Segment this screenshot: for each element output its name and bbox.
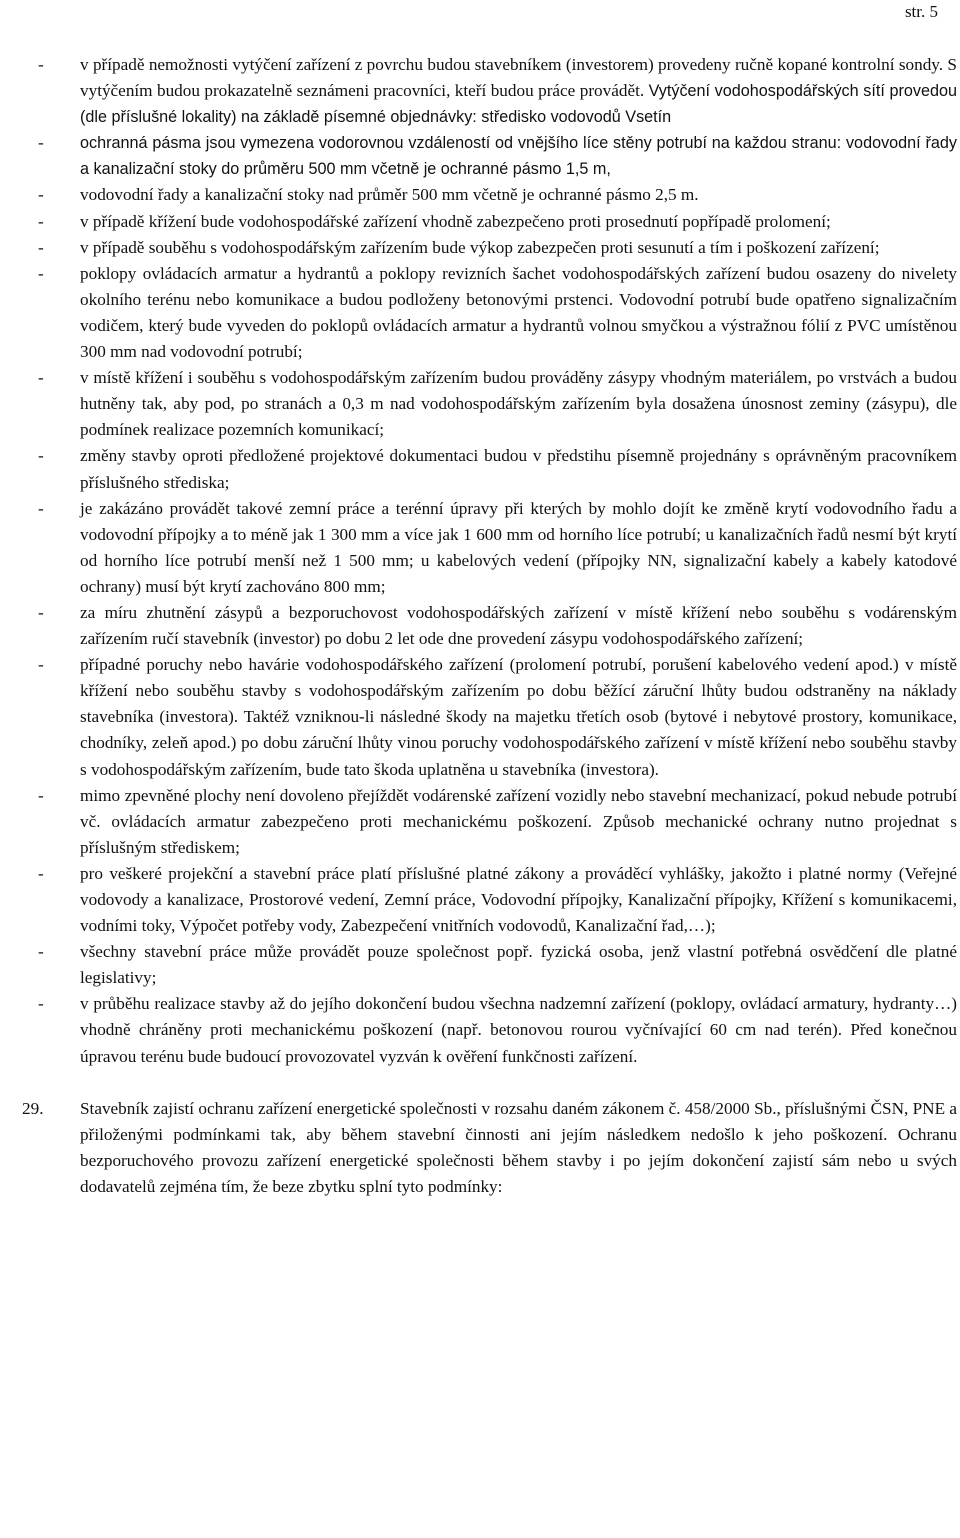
bullet-dash: - (38, 263, 44, 283)
list-item-text: za míru zhutnění zásypů a bezporuchovost vodohospodářských zařízení v místě křížení nebo souběhu s vodárenským zařízením ručí stavebník (investor) po dobu 2 let ode dne provedení zásypu vodohospodářského zařízení; (80, 602, 957, 649)
numbered-clause (22, 1096, 957, 1200)
list-item (37, 783, 957, 861)
list-item (37, 939, 957, 991)
list-item-text: je zakázáno provádět takové zemní práce a terénní úpravy při kterých by mohlo dojít ke změně krytí vodovodního řadu a vodovodní přípojky a to méně jak 1 300 mm a více jak 1 600 mm od horního líce potrubí; u kanalizačních řadů nesmí být krytí od horního líce potrubí menší než 1 500 mm; u kabelových vedení (přípojky NN, signalizační kabely a kabely katodové ochrany) musí být krytí zachováno 800 mm; (80, 498, 957, 596)
bullet-dash: - (38, 942, 44, 962)
bullet-dash: - (38, 237, 44, 257)
bullet-dash: - (38, 785, 44, 805)
list-item-text: pro veškeré projekční a stavební práce platí příslušné platné zákony a prováděcí vyhlášky, jakožto i platné normy (Veřejné vodovody a kanalizace, Prostorové vedení, Zemní práce, Vodovodní přípojky, Kanalizační přípojky, Křížení s komunikacemi, vodními toky, Výpočet potřeby vody, Zabezpečení vnitřních vodovodů, Kanalizační řad,…); (80, 863, 957, 936)
list-item-text: všechny stavební práce může provádět pouze společnost popř. fyzická osoba, jenž vlastní potřebná osvědčení dle platné legislativy; (80, 942, 957, 988)
document-body (22, 52, 957, 1200)
bullet-dash: - (38, 55, 44, 74)
list-item (37, 443, 957, 495)
bullet-dash: - (38, 133, 44, 153)
list-item-text: poklopy ovládacích armatur a hydrantů a poklopy revizních šachet vodohospodářských zařízení budou osazeny do nivelety okolního terénu nebo komunikace a budou podloženy betonovými prstenci. Vodovodní potrubí bude opatřeno signalizačním vodičem, který bude vyveden do poklopů ovládacích armatur a hydrantů volnou smyčkou a výstražnou fólií z PVC umístěnou 300 mm nad vodovodní potrubí; (80, 263, 957, 362)
list-item-text: v místě křížení i souběhu s vodohospodářským zařízením budou prováděny zásypy vhodným materiálem, po vrstvách a budou hutněny tak, aby pod, po stranách a 0,3 m nad vodohospodářským zařízením byla dosažena únosnost zeminy (zásypu), dle podmínek realizace pozemních komunikací; (80, 368, 957, 440)
bullet-dash: - (38, 368, 44, 388)
bullet-dash: - (38, 211, 44, 231)
list-item (37, 600, 957, 652)
list-item (37, 496, 957, 600)
list-item-text: mimo zpevněné plochy není dovoleno přejíždět vodárenské zařízení vozidly nebo stavební mechanizací, pokud nebude potrubí vč. ovládacích armatur zabezpečeno proti mechanickému poškození. Způsob mechanické ochrany nutno projednat s příslušným střediskem; (80, 785, 957, 857)
bullet-dash: - (38, 863, 44, 883)
list-item-text: v případě křížení bude vodohospodářské zařízení vhodně zabezpečeno proti prosednutí popřípadě prolomení; (80, 211, 831, 231)
list-item-text: případné poruchy nebo havárie vodohospodářského zařízení (prolomení potrubí, porušení kabelového vedení apod.) v místě křížení nebo souběhu stavby s vodohospodářským zařízením po dobu běžící záruční lhůty budou odstraněny na náklady stavebníka (investora). Taktéž vzniknou-li následné škody na majetku třetích osob (bytové i nebytové prostory, komunikace, chodníky, zeleň apod.) po dobu záruční lhůty vinou poruchy vodohospodářského zařízení v místě křížení nebo souběhu stavby s vodohospodářským zařízením, bude tato škoda uplatněna u stavebníka (investora). (80, 655, 957, 779)
clause-text: Stavebník zajistí ochranu zařízení energetické společnosti v rozsahu daném zákonem č. 458/2000 Sb., příslušnými ČSN, PNE a přiloženými podmínkami tak, aby během stavební činnosti ani jejím následkem nedošlo k jeho poškození. Ochranu bezporuchového provozu zařízení energetické společnosti během stavby i po jejím dokončení zajistí sám nebo u svých dodavatelů zejména tím, že beze zbytku splní tyto podmínky: (80, 1098, 957, 1196)
bullet-dash: - (38, 602, 44, 622)
list-item (37, 991, 957, 1069)
bullet-dash: - (38, 185, 44, 205)
bullet-dash: - (38, 446, 44, 466)
bullet-dash: - (38, 994, 44, 1014)
list-item (37, 182, 957, 208)
list-item (37, 861, 957, 939)
list-item (37, 209, 957, 235)
list-item (37, 652, 957, 782)
list-item-text: ochranná pásma jsou vymezena vodorovnou vzdáleností od vnějšího líce stěny potrubí na každou stranu: vodovodní řady a kanalizační stoky do průměru 500 mm včetně je ochranné pásmo 1,5 m, (80, 134, 957, 179)
list-item (37, 261, 957, 365)
list-item (37, 365, 957, 443)
list-item-text: v případě souběhu s vodohospodářským zařízením bude výkop zabezpečen proti sesunutí a tím i poškození zařízení; (80, 237, 880, 257)
bullet-dash: - (38, 655, 44, 675)
bullet-dash: - (38, 498, 44, 518)
list-item-text: v průběhu realizace stavby až do jejího dokončení budou všechna nadzemní zařízení (poklopy, ovládací armatury, hydranty…) vhodně chráněny proti mechanickému poškození (např. betonovou rourou vyčnívající 60 cm nad terén). Před konečnou úpravou terénu bude budoucí provozovatel vyzván k ověření funkčnosti zařízení. (80, 994, 957, 1066)
list-item-text: změny stavby oproti předložené projektové dokumentaci budou v předstihu písemně projednány s oprávněným pracovníkem příslušného střediska; (80, 446, 957, 492)
list-item-text: vodovodní řady a kanalizační stoky nad průměr 500 mm včetně je ochranné pásmo 2,5 m. (80, 185, 699, 205)
list-item (37, 130, 957, 182)
clause-number: 29. (22, 1098, 44, 1118)
list-item-text-sans: Vytýčení vodohospodářských sítí provedou (dle příslušné lokality) na základě písemné objednávky: středisko vodovodů Vsetín (80, 82, 957, 127)
page-number: str. 5 (904, 2, 938, 21)
list-item (37, 235, 957, 261)
list-item-text: v případě nemožnosti vytýčení zařízení z povrchu budou stavebníkem (investorem) provedeny ručně kopané kontrolní sondy. S vytýčením budou prokazatelně seznámeni pracovníci, kteří budou práce provádět. Vytýčení vodohospodářských sítí provedou (dle příslušné lokality) na základě písemné objednávky: středisko vodovodů Vsetín (80, 55, 957, 127)
list-item (37, 52, 957, 130)
